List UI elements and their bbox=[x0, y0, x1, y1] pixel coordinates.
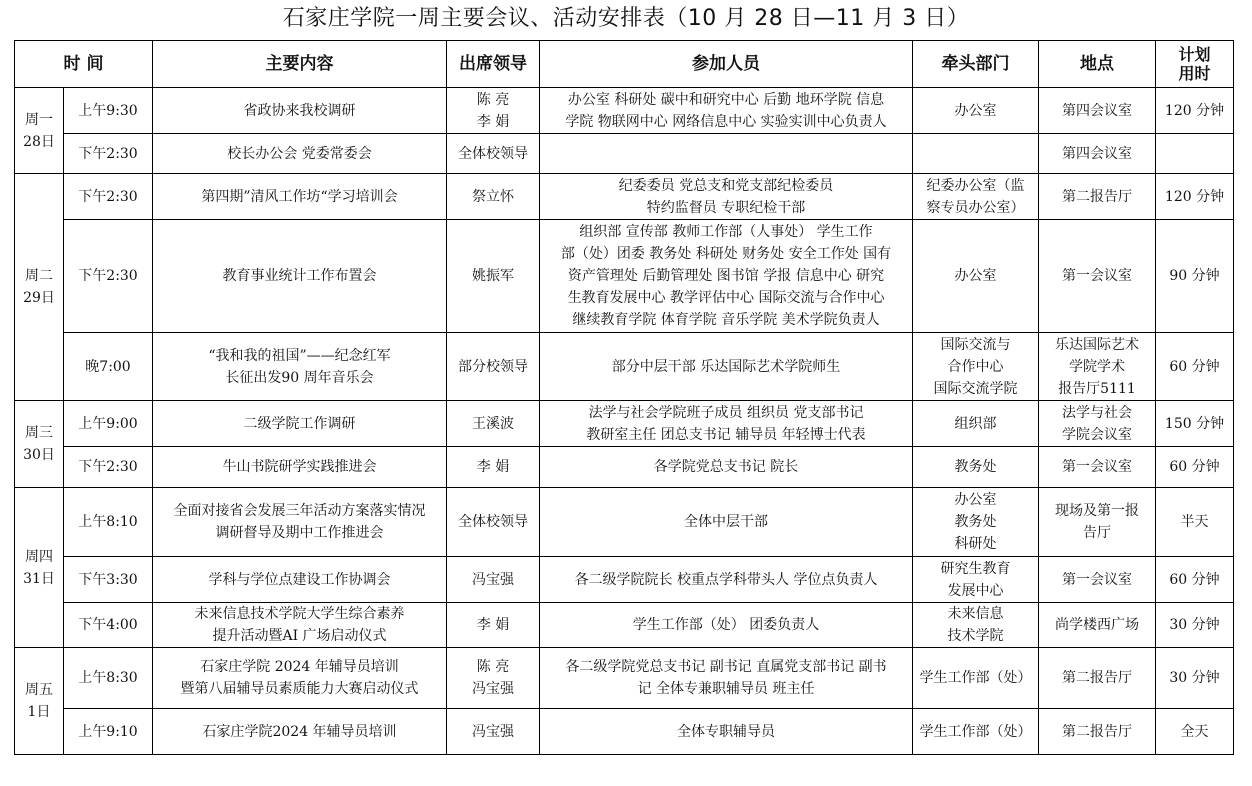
header-duration: 计划 用时 bbox=[1156, 41, 1234, 88]
duration-cell: 60 分钟 bbox=[1156, 557, 1234, 603]
time-cell: 晚7:00 bbox=[64, 333, 153, 401]
content-cell: 未来信息技术学院大学生综合素养 提升活动暨AI 广场启动仪式 bbox=[153, 603, 447, 648]
time-cell: 上午9:00 bbox=[64, 401, 153, 447]
content-cell: 学科与学位点建设工作协调会 bbox=[153, 557, 447, 603]
duration-cell: 120 分钟 bbox=[1156, 174, 1234, 220]
attendees-cell: 部分中层干部 乐达国际艺术学院师生 bbox=[540, 333, 913, 401]
location-cell: 尚学楼西广场 bbox=[1039, 603, 1156, 648]
content-cell: 省政协来我校调研 bbox=[153, 88, 447, 134]
dept-cell bbox=[913, 134, 1039, 174]
header-time: 时 间 bbox=[15, 41, 153, 88]
dept-cell: 办公室 bbox=[913, 88, 1039, 134]
header-location: 地点 bbox=[1039, 41, 1156, 88]
table-row bbox=[15, 447, 1234, 488]
day-label: 周五 1日 bbox=[15, 648, 64, 755]
time-cell: 下午2:30 bbox=[64, 220, 153, 333]
table-row bbox=[15, 401, 1234, 447]
header-row bbox=[15, 41, 1234, 88]
location-cell: 第一会议室 bbox=[1039, 557, 1156, 603]
duration-cell: 半天 bbox=[1156, 488, 1234, 557]
leader-cell: 陈 亮 李 娟 bbox=[447, 88, 540, 134]
leader-cell: 王溪波 bbox=[447, 401, 540, 447]
leader-cell: 全体校领导 bbox=[447, 134, 540, 174]
leader-cell: 冯宝强 bbox=[447, 709, 540, 755]
duration-cell: 120 分钟 bbox=[1156, 88, 1234, 134]
content-cell: 第四期”清风工作坊“学习培训会 bbox=[153, 174, 447, 220]
dept-cell: 研究生教育 发展中心 bbox=[913, 557, 1039, 603]
day-label: 周二 29日 bbox=[15, 174, 64, 401]
location-cell: 第四会议室 bbox=[1039, 134, 1156, 174]
schedule-table bbox=[14, 40, 1234, 755]
location-cell: 现场及第一报 告厅 bbox=[1039, 488, 1156, 557]
attendees-cell: 全体专职辅导员 bbox=[540, 709, 913, 755]
table-row bbox=[15, 333, 1234, 401]
table-row bbox=[15, 220, 1234, 333]
attendees-cell: 学生工作部（处） 团委负责人 bbox=[540, 603, 913, 648]
content-cell: 石家庄学院2024 年辅导员培训 bbox=[153, 709, 447, 755]
header-content: 主要内容 bbox=[153, 41, 447, 88]
duration-cell: 90 分钟 bbox=[1156, 220, 1234, 333]
table-row bbox=[15, 134, 1234, 174]
location-cell: 第四会议室 bbox=[1039, 88, 1156, 134]
time-cell: 上午9:30 bbox=[64, 88, 153, 134]
leader-cell: 全体校领导 bbox=[447, 488, 540, 557]
attendees-cell: 组织部 宣传部 教师工作部（人事处） 学生工作 部（处）团委 教务处 科研处 财务处 安全工作处 国有 资产管理处 后勤管理处 图书馆 学报 信息中心 研究 生教育发展中心 教学评估中心 国际交流与合作中心 继续教育学院 体育学院 音乐学院 美术学院负责人 bbox=[540, 220, 913, 333]
table-row bbox=[15, 88, 1234, 134]
duration-cell: 30 分钟 bbox=[1156, 603, 1234, 648]
dept-cell: 未来信息 技术学院 bbox=[913, 603, 1039, 648]
time-cell: 上午8:10 bbox=[64, 488, 153, 557]
content-cell: 牛山书院研学实践推进会 bbox=[153, 447, 447, 488]
attendees-cell: 各学院党总支书记 院长 bbox=[540, 447, 913, 488]
location-cell: 第二报告厅 bbox=[1039, 648, 1156, 709]
dept-cell: 办公室 教务处 科研处 bbox=[913, 488, 1039, 557]
dept-cell: 教务处 bbox=[913, 447, 1039, 488]
attendees-cell: 各二级学院党总支书记 副书记 直属党支部书记 副书 记 全体专兼职辅导员 班主任 bbox=[540, 648, 913, 709]
duration-cell: 60 分钟 bbox=[1156, 333, 1234, 401]
time-cell: 下午2:30 bbox=[64, 174, 153, 220]
attendees-cell bbox=[540, 134, 913, 174]
duration-cell: 60 分钟 bbox=[1156, 447, 1234, 488]
page-title: 石家庄学院一周主要会议、活动安排表（10 月 28 日—11 月 3 日） bbox=[282, 6, 970, 31]
location-cell: 第二报告厅 bbox=[1039, 174, 1156, 220]
table-row bbox=[15, 709, 1234, 755]
duration-cell: 全天 bbox=[1156, 709, 1234, 755]
content-cell: 石家庄学院 2024 年辅导员培训 暨第八届辅导员素质能力大赛启动仪式 bbox=[153, 648, 447, 709]
table-row bbox=[15, 488, 1234, 557]
leader-cell: 姚振军 bbox=[447, 220, 540, 333]
table-row bbox=[15, 557, 1234, 603]
table-row bbox=[15, 603, 1234, 648]
attendees-cell: 纪委委员 党总支和党支部纪检委员 特约监督员 专职纪检干部 bbox=[540, 174, 913, 220]
duration-cell bbox=[1156, 134, 1234, 174]
time-cell: 下午4:00 bbox=[64, 603, 153, 648]
header-attendees: 参加人员 bbox=[540, 41, 913, 88]
table-row bbox=[15, 174, 1234, 220]
content-cell: 全面对接省会发展三年活动方案落实情况 调研督导及期中工作推进会 bbox=[153, 488, 447, 557]
attendees-cell: 办公室 科研处 碳中和研究中心 后勤 地环学院 信息 学院 物联网中心 网络信息中心 实验实训中心负责人 bbox=[540, 88, 913, 134]
content-cell: “我和我的祖国”——纪念红军 长征出发90 周年音乐会 bbox=[153, 333, 447, 401]
time-cell: 上午8:30 bbox=[64, 648, 153, 709]
attendees-cell: 法学与社会学院班子成员 组织员 党支部书记 教研室主任 团总支书记 辅导员 年轻博士代表 bbox=[540, 401, 913, 447]
content-cell: 二级学院工作调研 bbox=[153, 401, 447, 447]
header-leader: 出席领导 bbox=[447, 41, 540, 88]
time-cell: 下午2:30 bbox=[64, 134, 153, 174]
location-cell: 第一会议室 bbox=[1039, 220, 1156, 333]
leader-cell: 李 娟 bbox=[447, 447, 540, 488]
attendees-cell: 各二级学院院长 校重点学科带头人 学位点负责人 bbox=[540, 557, 913, 603]
leader-cell: 陈 亮 冯宝强 bbox=[447, 648, 540, 709]
dept-cell: 组织部 bbox=[913, 401, 1039, 447]
location-cell: 法学与社会 学院会议室 bbox=[1039, 401, 1156, 447]
day-label: 周三 30日 bbox=[15, 401, 64, 488]
location-cell: 第一会议室 bbox=[1039, 447, 1156, 488]
content-cell: 教育事业统计工作布置会 bbox=[153, 220, 447, 333]
dept-cell: 学生工作部（处） bbox=[913, 709, 1039, 755]
leader-cell: 李 娟 bbox=[447, 603, 540, 648]
time-cell: 上午9:10 bbox=[64, 709, 153, 755]
leader-cell: 冯宝强 bbox=[447, 557, 540, 603]
header-dept: 牵头部门 bbox=[913, 41, 1039, 88]
leader-cell: 部分校领导 bbox=[447, 333, 540, 401]
day-label: 周四 31日 bbox=[15, 488, 64, 648]
location-cell: 乐达国际艺术 学院学术 报告厅5111 bbox=[1039, 333, 1156, 401]
leader-cell: 祭立怀 bbox=[447, 174, 540, 220]
content-cell: 校长办公会 党委常委会 bbox=[153, 134, 447, 174]
duration-cell: 30 分钟 bbox=[1156, 648, 1234, 709]
duration-cell: 150 分钟 bbox=[1156, 401, 1234, 447]
dept-cell: 纪委办公室（监 察专员办公室） bbox=[913, 174, 1039, 220]
time-cell: 下午2:30 bbox=[64, 447, 153, 488]
location-cell: 第二报告厅 bbox=[1039, 709, 1156, 755]
dept-cell: 学生工作部（处） bbox=[913, 648, 1039, 709]
attendees-cell: 全体中层干部 bbox=[540, 488, 913, 557]
table-row bbox=[15, 648, 1234, 709]
dept-cell: 国际交流与 合作中心 国际交流学院 bbox=[913, 333, 1039, 401]
time-cell: 下午3:30 bbox=[64, 557, 153, 603]
day-label: 周一 28日 bbox=[15, 88, 64, 174]
dept-cell: 办公室 bbox=[913, 220, 1039, 333]
